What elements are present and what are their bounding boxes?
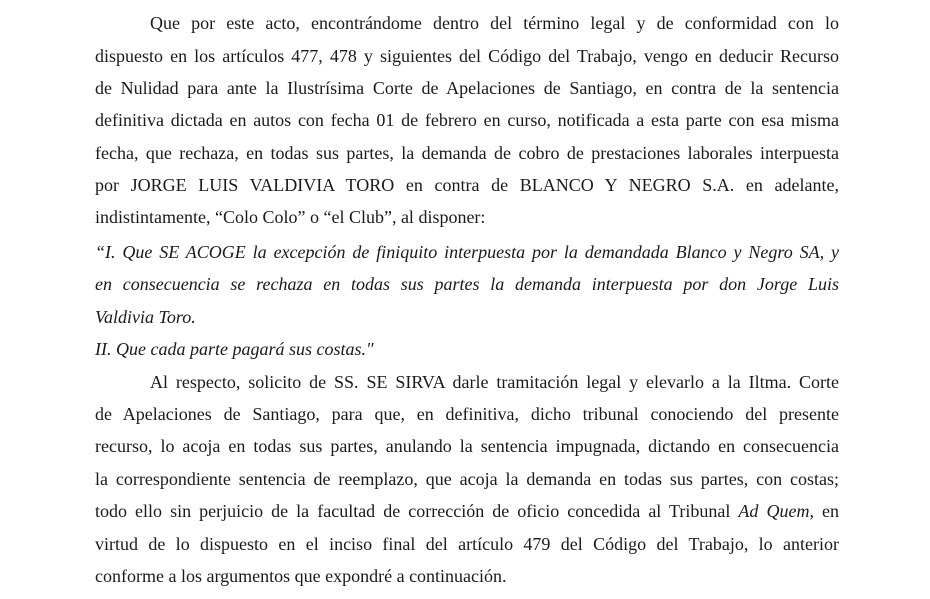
paragraph-1-line-1: Que por este acto, encontrándome dentro del término legal y de conformidad con lo (150, 13, 839, 33)
paragraph-2-line-2: de Apelaciones de Santiago, para que, en definitiva, dicho tribunal conociendo del presente (95, 404, 839, 424)
paragraph-2-line-5-end: , en (809, 501, 839, 521)
ad-quem-italic: Ad Quem (738, 501, 810, 521)
quote-line-2: en consecuencia se rechaza en todas sus partes la demanda interpuesta por don Jorge Luis (95, 274, 839, 294)
paragraph-1-line-5: fecha, que rechaza, en todas sus partes, la demanda de cobro de prestaciones laborales interpuesta (95, 143, 839, 163)
paragraph-2-line-1: Al respecto, solicito de SS. SE SIRVA darle tramitación legal y elevarlo a la Iltma. Corte (150, 372, 839, 392)
paragraph-1-line-2: dispuesto en los artículos 477, 478 y siguientes del Código del Trabajo, vengo en deducir Recurso (95, 46, 839, 66)
quote-line-3: Valdivia Toro. (95, 307, 196, 327)
quote-line-1: “I. Que SE ACOGE la excepción de finiquito interpuesta por la demandada Blanco y Negro SA, y (95, 242, 839, 262)
paragraph-2-line-5 (95, 500, 839, 522)
paragraph-2-line-5-text: todo ello sin perjuicio de la facultad de corrección de oficio concedida al Tribunal (95, 501, 731, 521)
paragraph-2-line-6: virtud de lo dispuesto en el inciso final del artículo 479 del Código del Trabajo, lo anterior (95, 534, 839, 554)
paragraph-2-line-4: la correspondiente sentencia de reemplazo, que acoja la demanda en todas sus partes, con costas; (95, 469, 839, 489)
paragraph-2-line-3: recurso, lo acoja en todas sus partes, anulando la sentencia impugnada, dictando en consecuencia (95, 436, 839, 456)
quote-line-4: II. Que cada parte pagará sus costas." (95, 339, 374, 359)
paragraph-2-line-7: conforme a los argumentos que expondré a continuación. (95, 566, 507, 586)
paragraph-1-line-4: definitiva dictada en autos con fecha 01 de febrero en curso, notificada a esta parte con esa misma (95, 110, 839, 130)
paragraph-1-line-6: por JORGE LUIS VALDIVIA TORO en contra de BLANCO Y NEGRO S.A. en adelante, (95, 175, 839, 195)
paragraph-1-line-3: de Nulidad para ante la Ilustrísima Corte de Apelaciones de Santiago, en contra de la sentencia (95, 78, 839, 98)
paragraph-1-line-7: indistintamente, “Colo Colo” o “el Club”, al disponer: (95, 207, 486, 227)
